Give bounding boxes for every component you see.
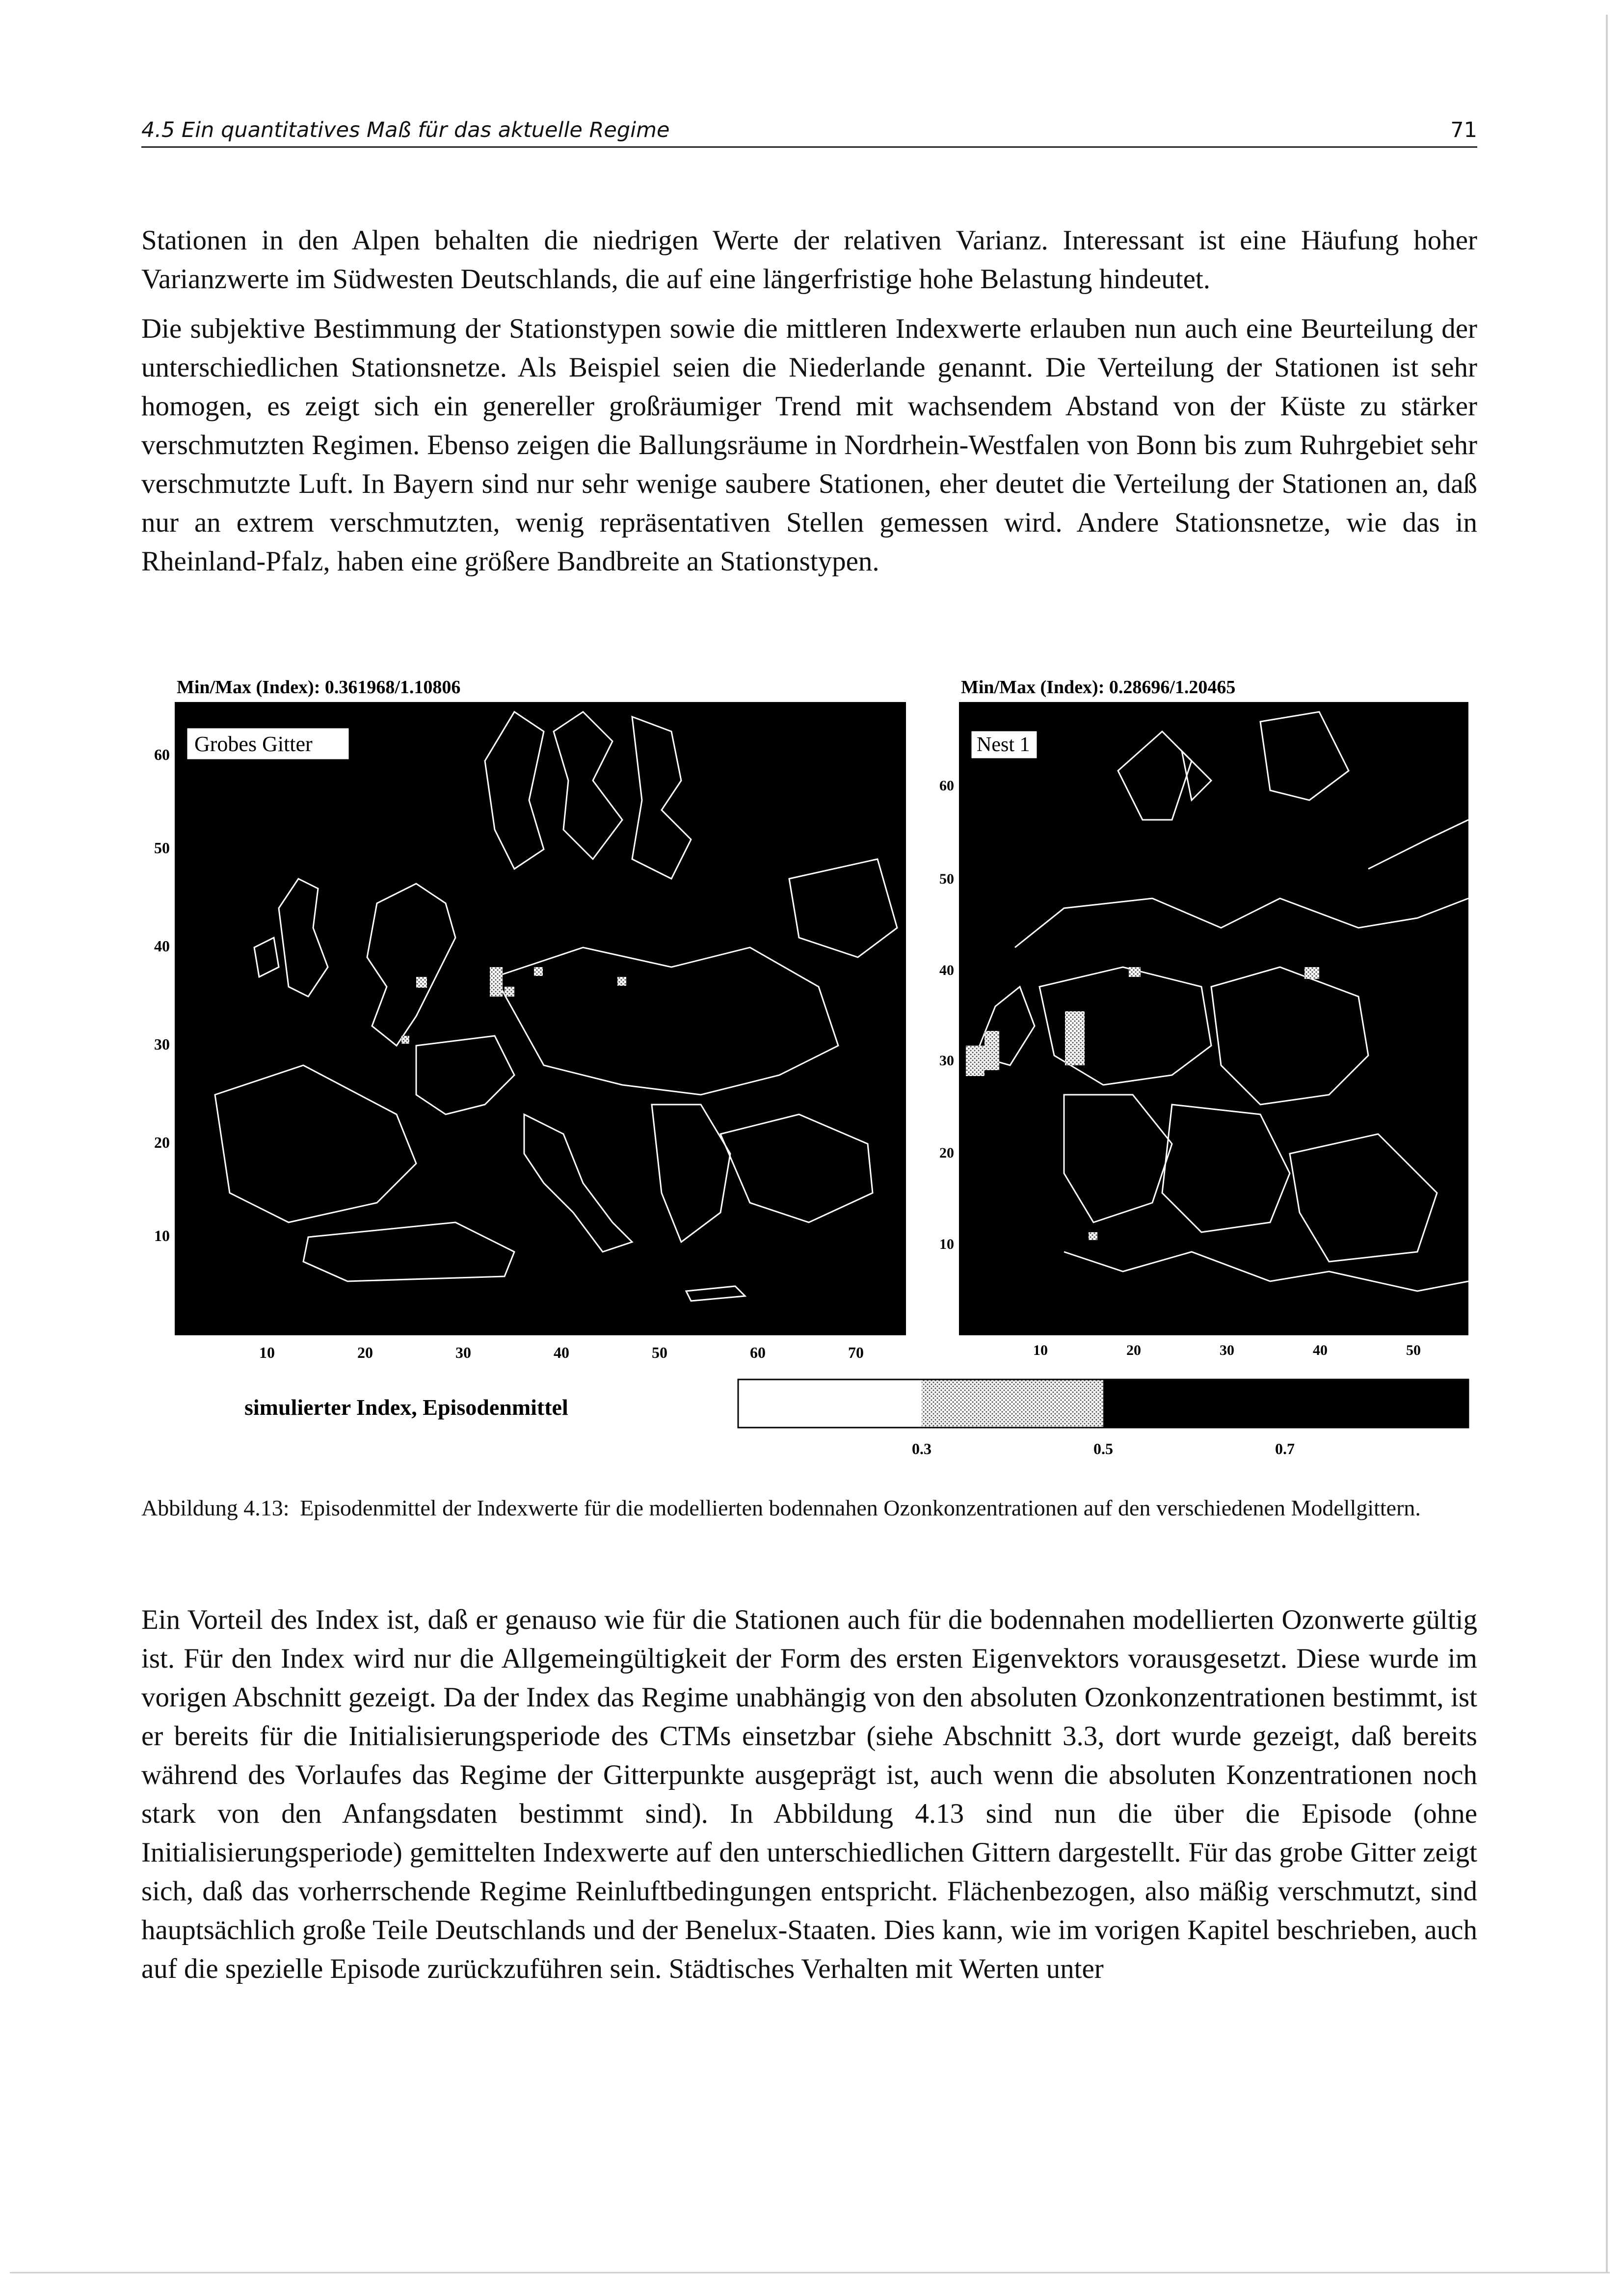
left-map-label: Grobes Gitter (194, 732, 313, 756)
paragraph: Ein Vorteil des Index ist, daß er genauso wie für die Stationen auch für die bodennahen modellierten Ozonwerte gültig ist. Für den Index wird nur die Allgemeingültigkeit der Form des ersten Eigenvektors vorausgesetzt. Diese wurde im vorigen Abschnitt gezeigt. Da der Index das Regime unabhängig von den absoluten Ozonkonzentrationen bestimmt, ist er bereits für die Initialisierungsperiode des CTMs einsetzbar (siehe Abschnitt 3.3, dort wurde gezeigt, daß bereits während des Vorlaufes das Regime der Gitterpunkte ausgeprägt ist, auch wenn die absoluten Konzentrationen noch stark von den Anfangsdaten bestimmt sind). In Abbildung 4.13 sind nun die über die Episode (ohne Initialisierungsperiode) gemittelten Indexwerte auf den unterschiedlichen Gittern dargestellt. Für das grobe Gitter zeigt sich, daß das vorherrschende Regime Reinluftbedingungen entspricht. Flächenbezogen, also mäßig verschmutzt, sind hauptsächlich große Teile Deutschlands und der Benelux-Staaten. Dies kann, wie im vorigen Kapitel beschrieben, auch auf die spezielle Episode zurückzuführen sein. Städtisches Verhalten mit Werten unter (141, 1604, 1477, 1984)
colorbar-segment-low (738, 1379, 922, 1428)
y-tick: 50 (154, 839, 170, 857)
left-map-y-ticks (154, 746, 170, 1244)
x-tick: 30 (1220, 1342, 1234, 1358)
figure-svg (141, 673, 1477, 1483)
y-tick: 30 (154, 1035, 170, 1053)
x-tick: 60 (750, 1344, 766, 1361)
paragraph: Die subjektive Bestimmung der Stationstypen sowie die mittleren Indexwerte erlauben nun auch eine Beurteilung der unterschiedlichen Stationsnetze. Als Beispiel seien die Niederlande genannt. Die Verteilung der Stationen ist sehr homogen, es zeigt sich ein genereller großräumiger Trend mit wachsendem Abstand von der Küste zu stärker verschmutzten Regimen. Ebenso zeigen die Ballungsräume in Nordrhein-Westfalen von Bonn bis zum Ruhrgebiet sehr verschmutzte Luft. In Bayern sind nur sehr wenige saubere Stationen, eher deutet die Verteilung der Stationen an, daß nur an extrem verschmutzten, wenig repräsentativen Stellen gemessen wird. Andere Stationsnetze, wie das in Rheinland-Pfalz, haben eine größere Bandbreite an Stationstypen. (141, 313, 1477, 577)
right-map-y-ticks (939, 778, 954, 1252)
colorbar-tick: 0.5 (1093, 1440, 1113, 1458)
x-tick: 20 (357, 1344, 373, 1361)
y-tick: 10 (154, 1227, 170, 1244)
y-tick: 20 (154, 1134, 170, 1151)
left-map-x-ticks (259, 1344, 864, 1361)
page-number: 71 (1450, 118, 1477, 142)
colorbar-segment-high (1103, 1379, 1468, 1428)
figure-4-13 (141, 673, 1477, 1483)
x-tick: 20 (1126, 1342, 1141, 1358)
right-map-x-ticks (1033, 1342, 1421, 1358)
colorbar-tick: 0.7 (1275, 1440, 1295, 1458)
y-tick: 40 (154, 937, 170, 955)
y-tick: 50 (939, 871, 954, 887)
running-head (141, 118, 1477, 148)
left-map-panel (175, 702, 906, 1335)
scan-edge-bottom (10, 2272, 1610, 2273)
colorbar-tick: 0.3 (912, 1440, 931, 1458)
x-tick: 10 (259, 1344, 275, 1361)
paragraph: Stationen in den Alpen behalten die niedrigen Werte der relativen Varianz. Interessant ist eine Häufung hoher Varianzwerte im Südwesten Deutschlands, die auf eine längerfristige hohe Belastung hindeutet. (141, 225, 1477, 295)
scan-edge-right (1606, 15, 1608, 2273)
colorbar-ticks (912, 1440, 1295, 1458)
left-map-minmax: Min/Max (Index): 0.361968/1.10806 (177, 677, 461, 698)
right-map-panel (959, 702, 1468, 1335)
y-tick: 30 (939, 1053, 954, 1069)
x-tick: 40 (554, 1344, 569, 1361)
x-tick: 50 (652, 1344, 667, 1361)
x-tick: 50 (1406, 1342, 1421, 1358)
figure-caption (141, 1492, 1477, 1524)
figure-caption-label: Abbildung 4.13: (141, 1495, 290, 1520)
y-tick: 10 (939, 1236, 954, 1252)
y-tick: 60 (939, 778, 954, 794)
x-tick: 30 (455, 1344, 471, 1361)
body-text-top (141, 221, 1477, 592)
right-map-minmax: Min/Max (Index): 0.28696/1.20465 (961, 677, 1236, 698)
y-tick: 20 (939, 1145, 954, 1161)
colorbar-title: simulierter Index, Episodenmittel (244, 1395, 568, 1420)
body-text-bottom (141, 1600, 1477, 1999)
x-tick: 10 (1033, 1342, 1048, 1358)
right-map-label: Nest 1 (977, 733, 1030, 756)
y-tick: 40 (939, 962, 954, 978)
x-tick: 40 (1313, 1342, 1328, 1358)
y-tick: 60 (154, 746, 170, 763)
figure-caption-text: Episodenmittel der Indexwerte für die modellierten bodennahen Ozonkonzentrationen auf den verschiedenen Modellgittern. (300, 1495, 1421, 1520)
colorbar-segment-mid (922, 1379, 1103, 1428)
running-head-title: 4.5 Ein quantitatives Maß für das aktuelle Regime (141, 118, 670, 142)
x-tick: 70 (848, 1344, 864, 1361)
